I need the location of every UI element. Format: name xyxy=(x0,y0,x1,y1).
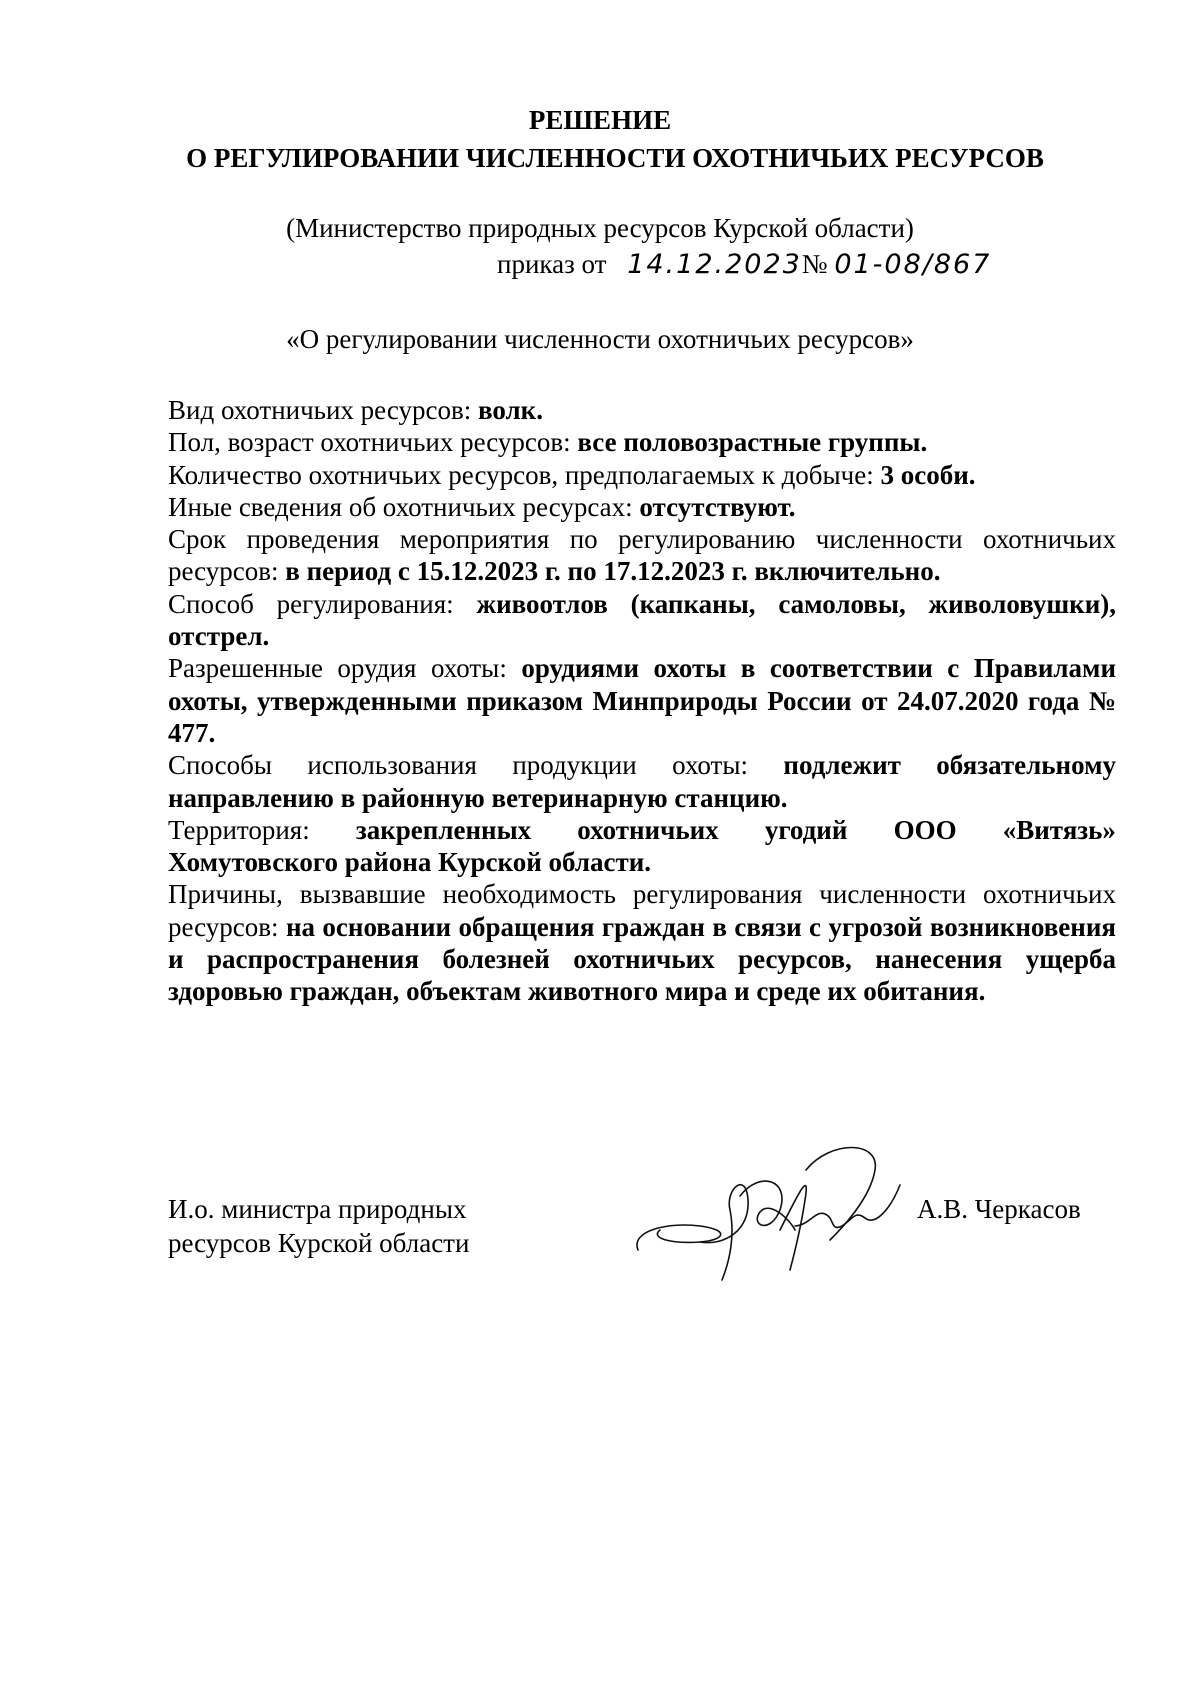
field-species xyxy=(168,394,1116,426)
decision-body xyxy=(168,394,1116,1008)
handwritten-signature xyxy=(630,1130,910,1290)
field-tools xyxy=(168,652,1116,749)
field-label: Иные сведения об охотничьих ресурсах: xyxy=(168,491,640,522)
field-territory xyxy=(168,814,1116,846)
signatory-position xyxy=(168,1192,469,1260)
field-value: 3 особи. xyxy=(880,459,976,490)
field-value: Хомутовского района Курской области. xyxy=(168,847,652,878)
field-other-info xyxy=(168,491,1116,523)
field-value-word: угодий xyxy=(764,814,848,845)
field-label: Срок проведения мероприятия по регулированию численности охотничьих ресурсов: xyxy=(168,524,1116,587)
field-quantity xyxy=(168,459,1116,491)
field-label: Разрешенные орудия охоты: xyxy=(168,653,522,684)
field-sex-age xyxy=(168,426,1116,458)
field-label: Причины, вызвавшие необходимость регулирования численности охотничьих ресурсов: xyxy=(168,879,1116,942)
field-label: Пол, возраст охотничьих ресурсов: xyxy=(168,427,578,458)
field-territory-continued xyxy=(168,846,1116,878)
field-value: отсутствуют. xyxy=(639,491,796,522)
signatory-position-line2: ресурсов Курской области xyxy=(168,1228,470,1258)
field-label: Вид охотничьих ресурсов: xyxy=(168,395,478,425)
field-label: Территория: xyxy=(168,814,310,845)
field-value: волк. xyxy=(477,395,543,425)
order-number-sign: № xyxy=(801,249,828,279)
field-period xyxy=(168,523,1116,588)
order-reference xyxy=(497,247,991,282)
field-value-word: охотничьих xyxy=(577,814,719,845)
field-label: Количество охотничьих ресурсов, предполагаемых к добыче: xyxy=(168,459,881,490)
field-value: орудиями охоты в соответствии с Правилами охоты, утвержденными приказом Минприроды России от 24.07.2020 года № 477. xyxy=(168,653,1116,748)
field-reasons xyxy=(168,878,1116,1007)
field-usage xyxy=(168,749,1116,814)
field-value: живоотлов (капканы, самоловы, живоловушки), отстрел. xyxy=(168,588,1116,652)
order-number-handwritten: 01-08/867 xyxy=(834,249,992,280)
field-value: в период с 15.12.2023 г. по 17.12.2023 г. включительно. xyxy=(285,556,941,587)
document-subtitle: О РЕГУЛИРОВАНИИ ЧИСЛЕННОСТИ ОХОТНИЧЬИХ РЕСУРСОВ xyxy=(186,143,1044,173)
field-value: все половозрастные группы. xyxy=(577,427,928,458)
order-subject: «О регулировании численности охотничьих ресурсов» xyxy=(286,324,914,354)
field-value: на основании обращения граждан в связи с угрозой возникновения и распространения болезней охотничьих ресурсов, нанесения ущерба здоровью граждан, объектам животного мира и среде их обитания. xyxy=(168,911,1116,1007)
signatory-position-line1: И.о. министра природных xyxy=(168,1194,467,1224)
field-value-word: «Витязь» xyxy=(1002,814,1116,845)
document-title: РЕШЕНИЕ xyxy=(528,105,672,135)
field-value-word: закрепленных xyxy=(355,814,532,845)
field-method xyxy=(168,588,1116,653)
field-value: подлежит обязательному направлению в районную ветеринарную станцию. xyxy=(168,750,1116,813)
order-prefix: приказ от xyxy=(497,249,607,279)
field-value-word: ООО xyxy=(893,814,957,845)
order-date-handwritten: 14.12.2023 xyxy=(627,249,802,280)
field-label: Способы использования продукции охоты: xyxy=(168,750,784,781)
issuing-authority: (Министерство природных ресурсов Курской области) xyxy=(286,213,914,243)
signatory-name: А.В. Черкасов xyxy=(917,1194,1081,1224)
field-label: Способ регулирования: xyxy=(168,588,477,619)
